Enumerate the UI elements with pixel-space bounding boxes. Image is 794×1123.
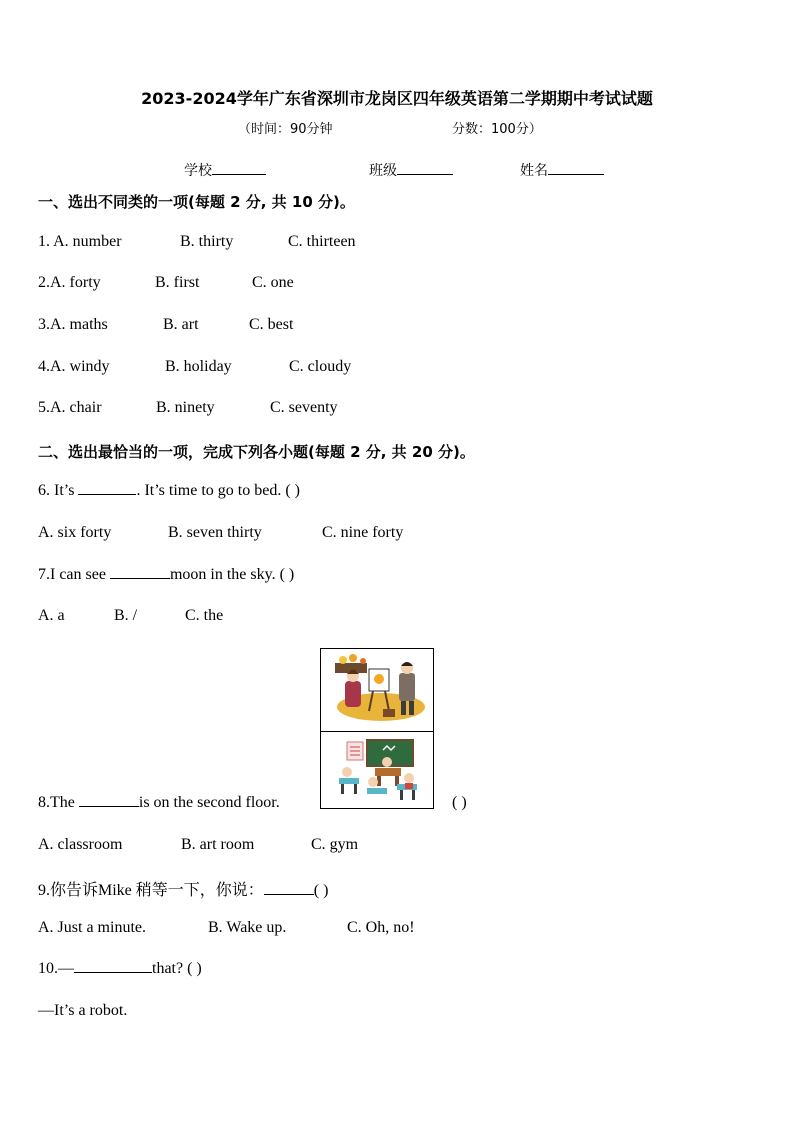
q9-blank[interactable]	[264, 894, 314, 895]
q8-pre: 8.The	[38, 794, 79, 811]
name-label: 姓名	[520, 163, 548, 179]
q6-stem	[38, 482, 300, 500]
q9-stem	[38, 877, 328, 900]
q5-b: B. ninety	[156, 399, 215, 416]
section1-title: 一、选出不同类的一项(每题 2 分, 共 10 分)。	[38, 193, 355, 211]
q6-post: . It’s time to go to bed. ( )	[136, 482, 300, 499]
q8-b: B. art room	[181, 836, 255, 853]
q9-a: A. Just a minute.	[38, 919, 146, 936]
q7-post: moon in the sky. ( )	[169, 566, 295, 583]
q3-c: C. best	[249, 316, 294, 333]
exam-score: 分数：100分）	[452, 122, 542, 137]
q4-a: 4.A. windy	[38, 358, 110, 375]
q8-c: C. gym	[311, 836, 359, 853]
q8-blank[interactable]	[79, 806, 139, 807]
q10-blank[interactable]	[74, 972, 152, 973]
q6-pre: 6. It’s	[38, 482, 79, 499]
q8-post: is on the second floor.	[138, 794, 280, 811]
q9-c: C. Oh, no!	[347, 919, 415, 936]
page-title: 2023-2024学年广东省深圳市龙岗区四年级英语第二学期期中考试试题	[141, 89, 653, 108]
q6-blank[interactable]	[78, 494, 136, 495]
q4-c: C. cloudy	[289, 358, 352, 375]
q1-c: C. thirteen	[288, 233, 356, 250]
art-room-illustration	[320, 648, 434, 732]
classroom-icon	[321, 732, 433, 808]
section2-title: 二、选出最恰当的一项，完成下列各小题(每题 2 分, 共 20 分)。	[38, 443, 475, 461]
q10-pre: 10.—	[38, 960, 74, 977]
class-field[interactable]	[369, 160, 453, 180]
school-field[interactable]	[184, 160, 266, 180]
q1-a: 1. A. number	[38, 233, 122, 250]
q7-pre: 7.I can see	[38, 566, 110, 583]
q3-a: 3.A. maths	[38, 316, 108, 333]
q8-paren[interactable]: ( )	[452, 794, 467, 811]
q8-stem	[38, 794, 280, 812]
art-room-icon	[321, 649, 433, 731]
q7-stem	[38, 566, 294, 584]
q2-b: B. first	[155, 274, 200, 291]
q2-a: 2.A. forty	[38, 274, 101, 291]
q6-c: C. nine forty	[322, 524, 404, 541]
q4-b: B. holiday	[165, 358, 232, 375]
exam-time: （时间：90分钟	[238, 122, 333, 137]
class-label: 班级	[369, 163, 397, 179]
q7-c: C. the	[185, 607, 224, 624]
q5-c: C. seventy	[270, 399, 338, 416]
q1-b: B. thirty	[180, 233, 234, 250]
q6-a: A. six forty	[38, 524, 112, 541]
school-blank[interactable]	[212, 174, 266, 175]
classroom-illustration	[320, 731, 434, 809]
q10-answer: —It’s a robot.	[38, 1002, 128, 1019]
q6-b: B. seven thirty	[168, 524, 262, 541]
q9-pre: 9.你告诉Mike 稍等一下，你说：	[38, 882, 264, 899]
q7-blank[interactable]	[110, 578, 170, 579]
q10-stem	[38, 960, 202, 978]
school-label: 学校	[184, 163, 212, 179]
q2-c: C. one	[252, 274, 294, 291]
q7-b: B. /	[114, 607, 138, 624]
q5-a: 5.A. chair	[38, 399, 102, 416]
name-blank[interactable]	[548, 174, 604, 175]
q9-post: ( )	[313, 882, 329, 899]
name-field[interactable]	[520, 160, 604, 180]
q9-b: B. Wake up.	[208, 919, 287, 936]
q3-b: B. art	[163, 316, 199, 333]
q8-a: A. classroom	[38, 836, 123, 853]
class-blank[interactable]	[397, 174, 453, 175]
q7-a: A. a	[38, 607, 65, 624]
q10-post: that? ( )	[152, 960, 202, 977]
